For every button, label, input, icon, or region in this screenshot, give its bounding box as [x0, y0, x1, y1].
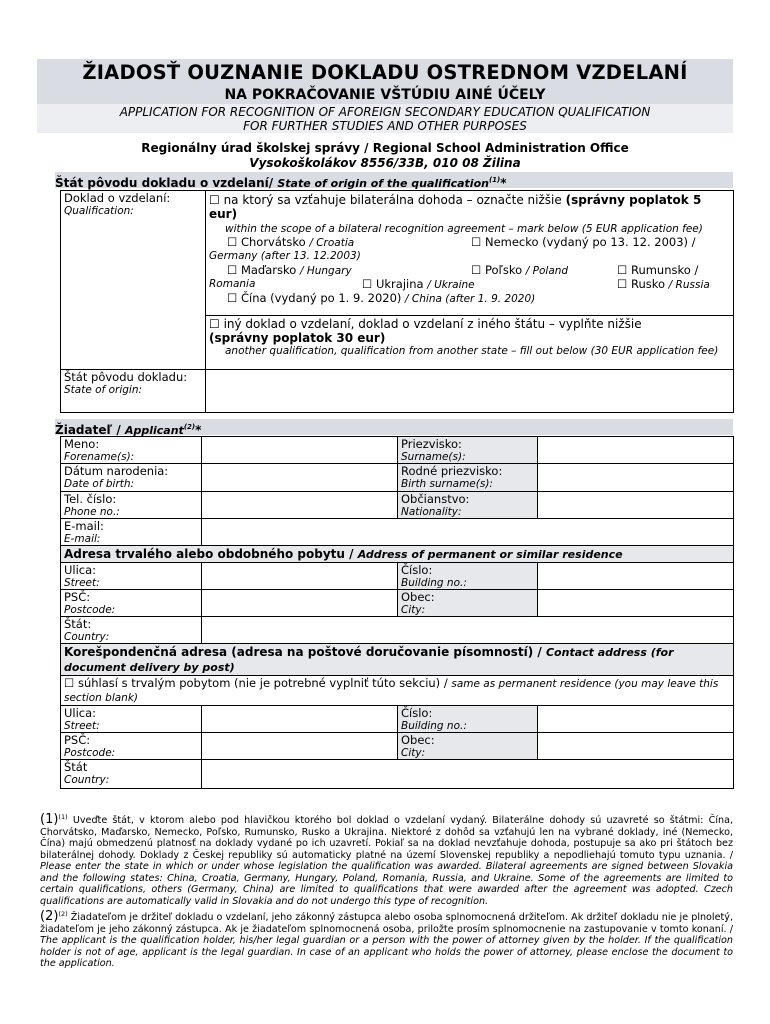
contact-postcode-field[interactable] — [202, 733, 398, 760]
contact-street-label: Ulica: Street: — [61, 706, 202, 733]
section-state-of-origin-header: Štát pôvodu dokladu o vzdelaní/ State of origin of the qualification$^{(1)}$* — [55, 172, 733, 188]
office-street: Vysokoškolákov 8556/33B, 010 08 Žilina — [249, 156, 521, 170]
state-of-origin-field[interactable] — [206, 370, 734, 413]
other-qualification-option[interactable]: ☐ iný doklad o vzdelaní, doklad o vzdelaní z iného štátu – vyplňte nižšie (správny poplatok 30 eur) another qualification, qualification from another state – fill out below (30 EUR application fee) — [206, 316, 734, 370]
postcode-field[interactable] — [202, 590, 398, 617]
nationality-field[interactable] — [538, 492, 734, 519]
dob-label: Dátum narodenia: Date of birth: — [61, 464, 202, 492]
dob-field[interactable] — [202, 464, 398, 492]
china-checkbox[interactable]: ☐ Čína (vydaný po 1. 9. 2020) / China (after 1. 9. 2020) — [227, 291, 536, 305]
email-field[interactable] — [202, 519, 734, 546]
phone-label: Tel. číslo: Phone no.: — [61, 492, 202, 519]
same-as-permanent-checkbox[interactable]: ☐ súhlasí s trvalým pobytom (nie je potrebné vyplniť túto sekciu) / — [64, 676, 448, 690]
contact-building-label: Číslo: Building no.: — [398, 706, 538, 733]
applicant-table — [60, 436, 734, 789]
phone-field[interactable] — [202, 492, 398, 519]
bilateral-checkbox[interactable]: ☐ na ktorý sa vzťahuje bilaterálna dohoda – označte nižšie — [209, 193, 562, 207]
bilateral-option[interactable]: ☐ na ktorý sa vzťahuje bilaterálna dohoda – označte nižšie (správny poplatok 5 eur) within the scope of a bilateral recognition agreement – mark below (5 EUR application fee) ☐ Chorvátsko / Croatia ☐ Nemecko (vydaný po 13. 12. 2003) / Germany (after 13. 12.2003) ☐ Maďarsko / Hungary ☐ Poľsko / Poland ☐ Rumunsko / Romania ☐ Ukrajina / Ukraine ☐ Rusko / Russia ☐ Čína (vydaný po 1. 9. 2020) / China (after 1. 9. 2020) — [206, 191, 734, 316]
hungary-checkbox[interactable]: ☐ Maďarsko / Hungary — [227, 263, 352, 277]
country-label: Štát: Country: — [61, 617, 202, 644]
qualification-table — [60, 190, 734, 413]
country-field[interactable] — [202, 617, 734, 644]
birth-surname-label: Rodné priezvisko: Birth surname(s): — [398, 464, 538, 492]
footnotes — [40, 812, 733, 972]
state-of-origin-label: Štát pôvodu dokladu: State of origin: — [61, 370, 206, 413]
city-label: Obec: City: — [398, 590, 538, 617]
contact-postcode-label: PSČ: Postcode: — [61, 733, 202, 760]
birth-surname-field[interactable] — [538, 464, 734, 492]
street-field[interactable] — [202, 563, 398, 590]
office-name: Regionálny úrad školskej správy / Regional School Administration Office — [141, 141, 629, 155]
contact-city-label: Obec: City: — [398, 733, 538, 760]
surname-label: Priezvisko: Surname(s): — [398, 437, 538, 464]
nationality-label: Občianstvo: Nationality: — [398, 492, 538, 519]
poland-checkbox[interactable]: ☐ Poľsko / Poland — [471, 263, 569, 277]
forename-label: Meno: Forename(s): — [61, 437, 202, 464]
surname-field[interactable] — [538, 437, 734, 464]
title-band — [37, 59, 733, 133]
building-field[interactable] — [538, 563, 734, 590]
footnote-2: $(2)^{(2)}$ Žiadateľom je držiteľ dokladu o vzdelaní, jeho zákonný zástupca alebo osoba splnomocnená držiteľom. Ak držiteľ dokladu nie je plnoletý, žiadateľom je jeho zákonný zástupca. Ak je žiadateľom splnomocnená osoba, priložte prosím splnomocnenie na zastupovanie v tomto konaní. / The applicant is the qualification holder, his/her legal guardian or a person with the power of attorney given by the holder. If the qualification holder is not of age, applicant is the legal guardian. In case of an applicant who holds the power of attorney, please enclose the document to the application. — [40, 909, 733, 970]
office-address — [37, 141, 733, 171]
other-qualification-checkbox[interactable]: ☐ iný doklad o vzdelaní, doklad o vzdelaní z iného štátu – vyplňte nižšie — [209, 317, 642, 331]
contact-address-header: Korešpondenčná adresa (adresa na poštové doručovanie písomností) / Contact address (for document delivery by post) — [61, 644, 734, 676]
romania-checkbox[interactable]: ☐ Rumunsko / — [617, 263, 699, 277]
russia-checkbox[interactable]: ☐ Rusko / Russia — [617, 277, 710, 291]
building-label: Číslo: Building no.: — [398, 563, 538, 590]
contact-street-field[interactable] — [202, 706, 398, 733]
footnote-1: $(1)^{(1)}$ Uveďte štát, v ktorom alebo pod hlavičkou ktorého bol doklad o vzdelaní vydaný. Bilaterálne dohody sú uzavreté so štátmi: Čína, Chorvátsko, Maďarsko, Nemecko, Poľsko, Rumunsko, Rusko a Ukrajina. Niektoré z dohôd sa vzťahujú len na vybrané doklady, iné (Nemecko, Čína) majú obmedzenú platnosť na doklady vydané po ich uzavretí. Pokiaľ sa na doklad nevzťahuje dohoda, postupuje sa ako pri štátoch bez bilaterálnej dohody. Doklady z Českej republiky sú automaticky platné na území Slovenskej republiky a nepodliehajú tomuto typu uznania. / Please enter the state in which or under whose legislation the qualification was awarded. Bilateral agreements are signed between Slovakia and the following states: China, Croatia, Germany, Hungary, Poland, Romania, Russia, and Ukraine. Some of the agreements are limited to certain qualifications, others (Germany, China) are limited to qualifications that were awarded after the agreement was adopted. Czech qualifications are automatically valid in Slovakia and do not undergo this type of recognition. — [40, 812, 733, 907]
same-as-permanent-option[interactable]: ☐ súhlasí s trvalým pobytom (nie je potrebné vyplniť túto sekciu) / same as permanent residence (you may leave this section blank) — [61, 676, 734, 706]
contact-city-field[interactable] — [538, 733, 734, 760]
form-title-en: APPLICATION FOR RECOGNITION OF AFOREIGN SECONDARY EDUCATION QUALIFICATION FOR FURTHER STUDIES AND OTHER PURPOSES — [37, 104, 733, 133]
germany-checkbox[interactable]: ☐ Nemecko (vydaný po 13. 12. 2003) / — [471, 235, 696, 249]
contact-country-label: Štát Country: — [61, 760, 202, 789]
street-label: Ulica: Street: — [61, 563, 202, 590]
contact-country-field[interactable] — [202, 760, 734, 789]
qualification-label: Doklad o vzdelaní: Qualification: — [61, 191, 206, 370]
form-subtitle: NA POKRAČOVANIE VŠTÚDIU AINÉ ÚČELY — [37, 86, 733, 104]
forename-field[interactable] — [202, 437, 398, 464]
ukraine-checkbox[interactable]: ☐ Ukrajina / Ukraine — [362, 277, 475, 291]
permanent-address-header: Adresa trvalého alebo obdobného pobytu / Address of permanent or similar residence — [61, 546, 734, 563]
email-label: E-mail: E-mail: — [61, 519, 202, 546]
form-title: ŽIADOSŤ OUZNANIE DOKLADU OSTREDNOM VZDELANÍ — [37, 59, 733, 86]
section-applicant-header: Žiadateľ / Applicant$^{(2)}$* — [55, 419, 733, 435]
croatia-checkbox[interactable]: ☐ Chorvátsko / Croatia — [227, 235, 355, 249]
city-field[interactable] — [538, 590, 734, 617]
postcode-label: PSČ: Postcode: — [61, 590, 202, 617]
contact-building-field[interactable] — [538, 706, 734, 733]
